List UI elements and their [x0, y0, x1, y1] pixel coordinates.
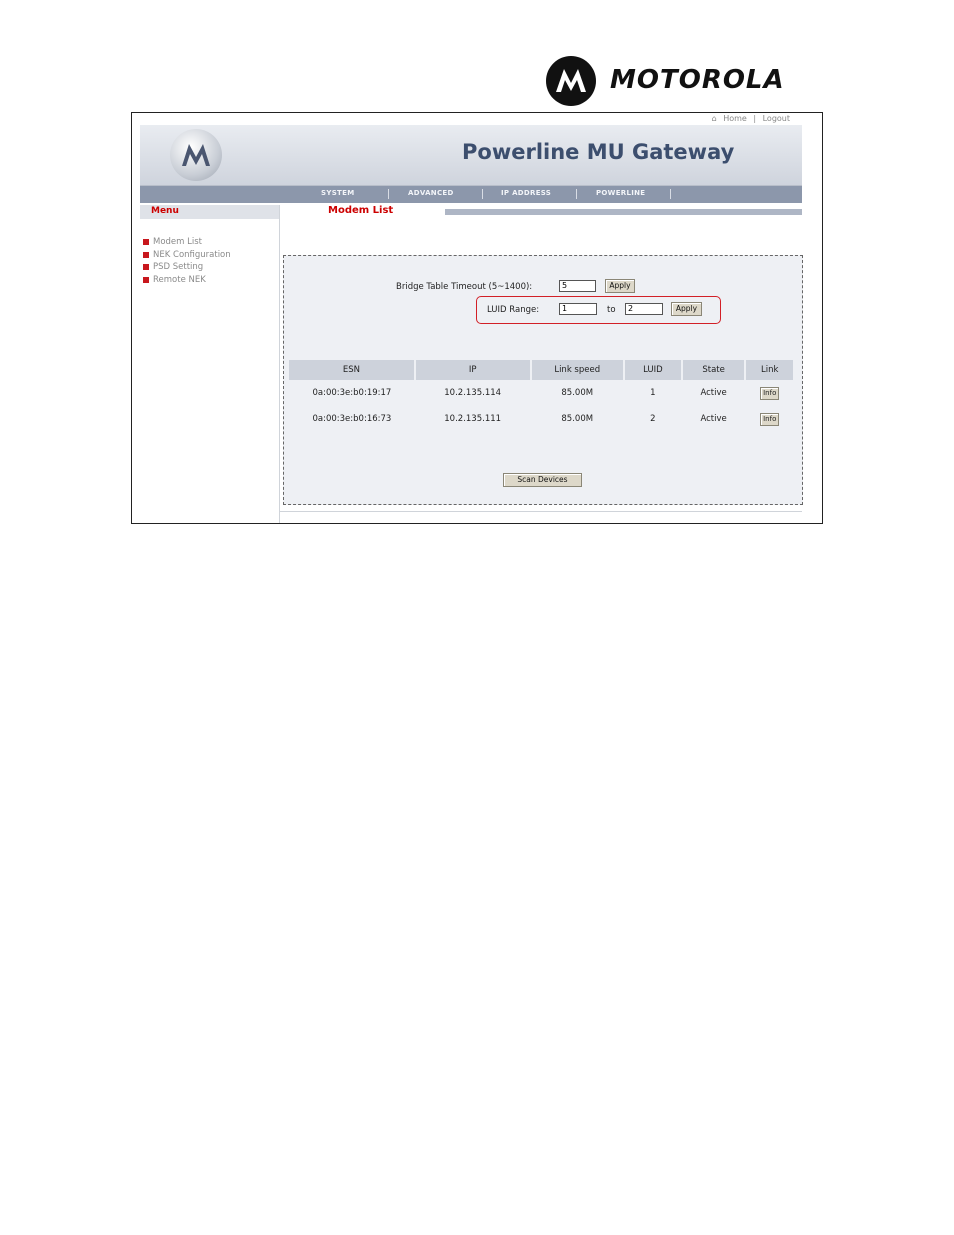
luid-apply-button[interactable]: Apply [671, 302, 702, 316]
sidebar-item-label: Modem List [153, 237, 202, 247]
table-row [289, 380, 794, 406]
col-state: State [682, 360, 746, 380]
sidebar-item-modem-list[interactable] [142, 237, 231, 250]
info-button[interactable]: Info [760, 387, 779, 400]
luid-to-input[interactable]: 2 [625, 303, 663, 315]
bottom-divider [280, 511, 802, 512]
cell-link [745, 380, 794, 406]
nav-separator [670, 189, 671, 199]
cell-speed: 85.00M [561, 388, 594, 398]
nav-separator [482, 189, 483, 199]
cell-luid: 2 [650, 414, 656, 424]
luid-range-label: LUID Range: [487, 305, 540, 315]
info-button[interactable]: Info [760, 413, 779, 426]
col-link-speed: Link speed [531, 360, 624, 380]
sidebar-item-label: Remote NEK [153, 274, 206, 285]
bridge-apply-button[interactable]: Apply [605, 279, 635, 293]
bridge-timeout-input[interactable]: 5 [559, 280, 596, 292]
modem-table [289, 360, 795, 432]
cell-state: Active [700, 414, 727, 424]
sidebar-item-nek-configuration[interactable] [142, 250, 231, 263]
nav-ip-address[interactable]: IP ADDRESS [501, 189, 552, 197]
cell-ip: 10.2.135.114 [444, 388, 502, 398]
nav-powerline[interactable]: POWERLINE [596, 189, 646, 197]
page-header-title: Powerline MU Gateway [462, 140, 735, 164]
bullet-icon [143, 264, 149, 270]
link-separator: | [753, 114, 757, 123]
table-header-row [289, 360, 794, 380]
sidebar-item-remote-nek[interactable] [142, 275, 231, 288]
title-decor-bar [445, 209, 802, 215]
sidebar-title: Menu [151, 206, 179, 216]
sidebar-item-label: NEK Configuration [153, 249, 231, 260]
page-title: Modem List [328, 205, 394, 216]
bridge-timeout-label: Bridge Table Timeout (5~1400): [396, 282, 533, 292]
home-icon: ⌂ [711, 114, 717, 123]
header-banner [140, 125, 802, 186]
cell-link [745, 406, 794, 432]
luid-to-label: to [607, 305, 616, 315]
logout-link[interactable]: Logout [762, 114, 790, 123]
scan-devices-button[interactable]: Scan Devices [503, 473, 582, 487]
sidebar-header [140, 205, 279, 219]
cell-esn: 0a:00:3e:b0:19:17 [312, 388, 392, 398]
col-esn: ESN [289, 360, 415, 380]
motorola-logo [546, 56, 808, 108]
cell-state: Active [700, 388, 727, 398]
bullet-icon [143, 277, 149, 283]
bullet-icon [143, 252, 149, 258]
col-luid: LUID [624, 360, 682, 380]
motorola-wordmark: MOTOROLA [610, 65, 785, 95]
nav-system[interactable]: SYSTEM [321, 189, 355, 197]
bullet-icon [143, 239, 149, 245]
col-link: Link [745, 360, 794, 380]
table-row [289, 406, 794, 432]
luid-from-input[interactable]: 1 [559, 303, 597, 315]
nav-separator [576, 189, 577, 199]
sidebar-item-psd-setting[interactable] [142, 262, 231, 275]
header-logo-icon [170, 129, 222, 181]
cell-luid: 1 [650, 388, 656, 398]
gateway-window [131, 112, 823, 524]
cell-speed: 85.00M [561, 414, 594, 424]
nav-separator [388, 189, 389, 199]
modem-list-panel [283, 255, 803, 505]
sidebar-item-label: PSD Setting [153, 262, 204, 272]
top-links [710, 114, 792, 123]
col-ip: IP [415, 360, 531, 380]
sidebar-divider [279, 205, 280, 523]
cell-esn: 0a:00:3e:b0:16:73 [312, 414, 392, 424]
home-link[interactable]: Home [723, 114, 747, 123]
cell-ip: 10.2.135.111 [444, 414, 502, 424]
motorola-batwing-icon [546, 56, 596, 106]
top-nav [140, 186, 802, 203]
sidebar-menu [142, 237, 231, 287]
nav-advanced[interactable]: ADVANCED [408, 189, 454, 197]
